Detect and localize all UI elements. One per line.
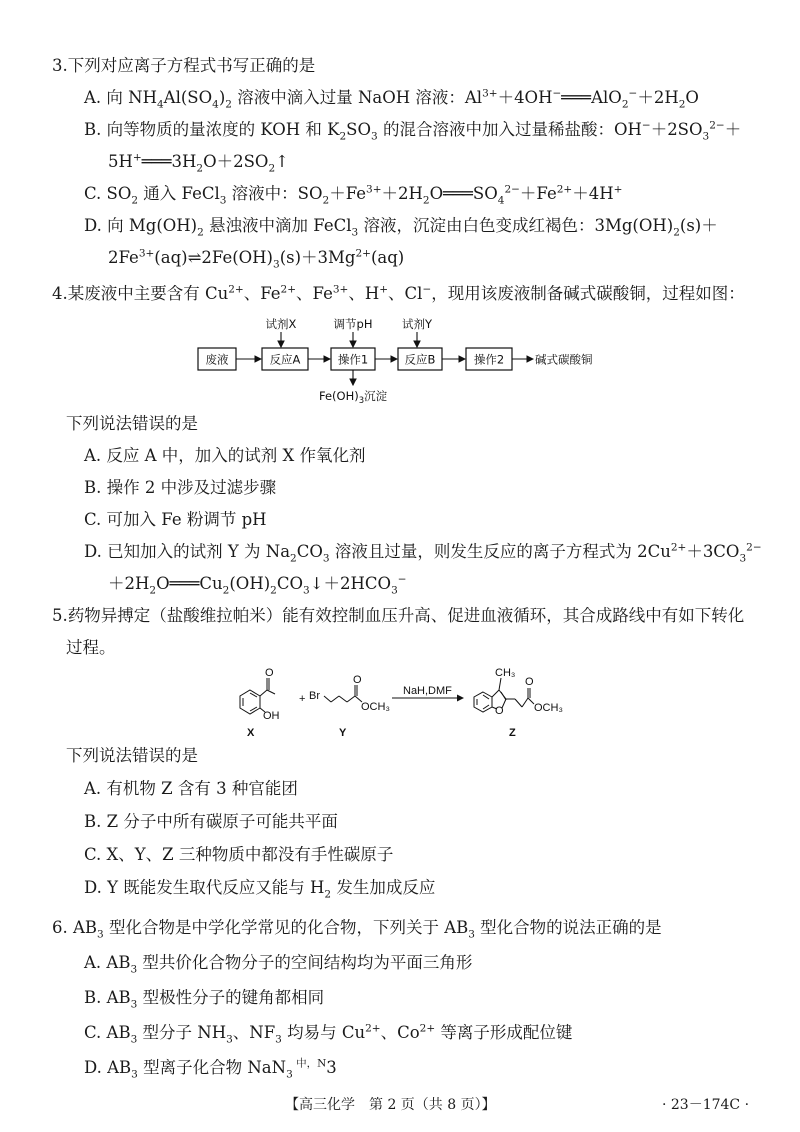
q4-option-d-line2: $+2H_2O═══Cu_2(OH)_2CO_3↓+2HCO_3^-$ <box>108 573 407 597</box>
molecule-y-och3: OCH₃ <box>361 701 390 713</box>
label-y: Y <box>339 727 347 739</box>
q5-ask: 下列说法错误的是 <box>66 746 198 765</box>
molecule-y-chain <box>324 696 331 702</box>
label-x: X <box>247 727 255 739</box>
flow-label-waste-liquid: 废液 <box>205 352 229 367</box>
q5-option-a: A. 有机物 Z 含有 3 种官能团 <box>84 779 298 798</box>
q5-option-d: D. Y 既能发生取代反应又能与 $H_2$ 发生加成反应 <box>84 878 436 901</box>
q3-option-d-line1: D. 向 $Mg(OH)_2$ 悬浊液中滴加 FeCl$_3$ 溶液，沉淀由白色变成红褐色：$3Mg(OH)_2(s)+$ <box>84 216 718 239</box>
flow-output-precipitate: $Fe(OH)_3$沉淀 <box>319 389 388 406</box>
molecule-z-och3: OCH₃ <box>534 702 563 714</box>
q3-option-d-line2: $2Fe^{3+}(aq)\rightleftharpoons 2Fe(OH)_3(s)+3Mg^{2+}(aq)$ <box>108 247 405 271</box>
flow-input-reagent-x: 试剂X <box>265 317 297 331</box>
flow-input-adjust-ph: 调节pH <box>333 317 373 331</box>
q4-ask: 下列说法错误的是 <box>66 414 198 433</box>
q3-option-b-line2: $5H^+═══3H_2O+2SO_2↑$ <box>108 151 289 175</box>
q4-option-d-line1: D. 已知加入的试剂 Y 为 $Na_2CO_3$ 溶液且过量，则发生反应的离子方程式为 $2Cu^{2+}+3CO_3^{2-}$ <box>84 541 762 565</box>
molecule-x-carbonyl-o: O <box>265 667 274 679</box>
q6-stem: 6. $AB_3$ 型化合物是中学化学常见的化合物，下列关于 $AB_3$ 型化合物的说法正确的是 <box>52 918 662 941</box>
label-z: Z <box>509 727 516 739</box>
flow-label-product: 碱式碳酸铜 <box>535 352 593 367</box>
plus-sign: + <box>299 693 306 705</box>
q4-option-c: C. 可加入 Fe 粉调节 pH <box>84 510 267 529</box>
q6-option-c: C. $AB_3$ 型分子 $NH_3$、$NF_3$ 均易与 $Cu^{2+}$、$Co^{2+}$ 等离子形成配位键 <box>84 1022 573 1046</box>
molecule-x-oh: OH <box>263 710 280 722</box>
q4-option-b: B. 操作 2 中涉及过滤步骤 <box>84 478 277 497</box>
molecule-y-br: Br <box>309 690 320 702</box>
molecule-z-ring-o: O <box>495 705 504 717</box>
flow-label-operation-1: 操作1 <box>337 352 369 367</box>
q6-option-d: D. $AB_3$ 型离子化合物 NaN$_3$ $^{中,N}$3 <box>84 1057 337 1081</box>
q4-option-a: A. 反应 A 中，加入的试剂 X 作氧化剂 <box>84 446 366 465</box>
flow-label-operation-2: 操作2 <box>473 352 505 367</box>
q3-option-a: A. 向 $NH_4Al(SO_4)_2$ 溶液中滴入过量 NaOH 溶液：$Al^{3+}+4OH^-═══AlO_2^-+2H_2O$ <box>84 87 699 111</box>
flow-input-reagent-y: 试剂Y <box>401 317 433 331</box>
q5-option-b: B. Z 分子中所有碳原子可能共平面 <box>84 812 338 831</box>
q5-option-c: C. X、Y、Z 三种物质中都没有手性碳原子 <box>84 845 394 864</box>
q5-stem-line1: 5.药物异搏定（盐酸维拉帕米）能有效控制血压升高、促进血液循环，其合成路线中有如下转化 <box>52 606 745 625</box>
q3-stem: 3.下列对应离子方程式书写正确的是 <box>52 56 316 75</box>
footer-code: · 23－174C · <box>662 1097 750 1113</box>
q6-option-b: B. $AB_3$ 型极性分子的键角都相同 <box>84 988 325 1011</box>
q5-stem-line2: 过程。 <box>66 638 116 657</box>
q3-option-c: C. $SO_2$ 通入 FeCl$_3$ 溶液中：$SO_2+Fe^{3+}+2H_2O═══SO_4^{2-}+Fe^{2+}+4H^+$ <box>84 183 623 207</box>
reaction-conditions: NaH,DMF <box>403 685 452 697</box>
molecule-z-carbonyl-o: O <box>525 676 534 688</box>
footer-page-info: 【高三化学 第 2 页（共 8 页）】 <box>285 1097 496 1113</box>
q3-option-b-line1: B. 向等物质的量浓度的 KOH 和 $K_2SO_3$ 的混合溶液中加入过量稀盐酸：$OH^-+2SO_3^{2-}+$ <box>84 119 742 143</box>
process-flow-diagram <box>195 315 625 407</box>
synthesis-scheme <box>225 664 585 740</box>
q6-option-a: A. $AB_3$ 型共价化合物分子的空间结构均为平面三角形 <box>84 953 473 976</box>
flow-label-reaction-b: 反应B <box>404 352 436 367</box>
q4-stem: 4.某废液中主要含有 $Cu^{2+}$、$Fe^{2+}$、$Fe^{3+}$、H+、Cl−，现用该废液制备碱式碳酸铜，过程如图： <box>52 283 745 303</box>
molecule-z-ch3: CH₃ <box>495 667 516 679</box>
molecule-y-carbonyl-o: O <box>353 674 362 686</box>
flow-label-reaction-a: 反应A <box>269 352 301 367</box>
